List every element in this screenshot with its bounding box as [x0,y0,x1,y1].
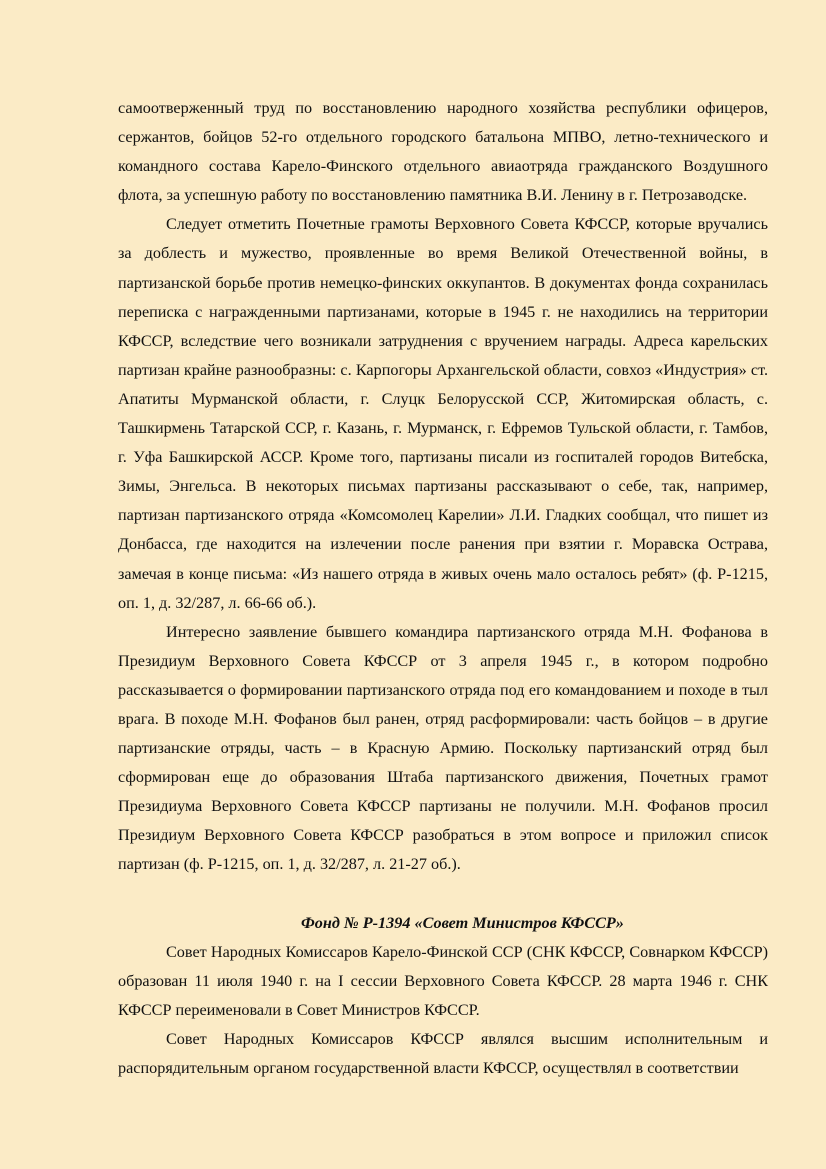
paragraph-partisan-certificates: Следует отметить Почетные грамоты Верховного Совета КФССР, которые вручались за доблесть и мужество, проявленные во время Великой Отечественной войны, в партизанской борьбе против немецко-финских оккупантов. В документах фонда сохранилась переписка с награжденными партизанами, которые в 1945 г. не находились на территории КФССР, вследствие чего возникали затруднения с вручением награды. Адреса карельских партизан крайне разнообразны: с. Карпогоры Архангельской области, совхоз «Индустрия» ст. Апатиты Мурманской области, г. Слуцк Белорусской ССР, Житомирская область, с. Ташкирмень Татарской ССР, г. Казань, г. Мурманск, г. Ефремов Тульской области, г. Тамбов, г. Уфа Башкирской АССР. Кроме того, партизаны писали из госпиталей городов Витебска, Зимы, Энгельса. В некоторых письмах партизаны рассказывают о себе, так, например, партизан партизанского отряда «Комсомолец Карелии» Л.И. Гладких сообщал, что пишет из Донбасса, где находится на излечении после ранения при взятии г. Моравска Острава, замечая в конце письма: «Из нашего отряда в живых очень мало осталось ребят» (ф. Р-1215, оп. 1, д. 32/287, л. 66-66 об.). [118,215,768,612]
section-spacer [118,880,768,909]
paragraph-awards-restoration: самоотверженный труд по восстановлению народного хозяйства республики офицеров, сержантов, бойцов 52-го отдельного городского батальона МПВО, летно-технического и командного состава Карело-Финского отдельного авиаотряда гражданского Воздушного флота, за успешную работу по восстановлению памятника В.И. Ленину в г. Петрозаводске. [118,99,768,205]
paragraph-snk-role: Совет Народных Комиссаров КФССР являлся высшим исполнительным и распорядительным органом государственной власти КФССР, осуществлял в соответствии [118,1029,768,1077]
document-page [118,94,768,1083]
section-heading: Фонд № Р-1394 «Совет Министров КФССР» [301,913,624,932]
paragraph-fofanov-statement: Интересно заявление бывшего командира партизанского отряда М.Н. Фофанова в Президиум Верховного Совета КФССР от 3 апреля 1945 г., в котором подробно рассказывается о формировании партизанского отряда под его командованием и походе в тыл врага. В походе М.Н. Фофанов был ранен, отряд расформировали: часть бойцов – в другие партизанские отряды, часть – в Красную Армию. Поскольку партизанский отряд был сформирован еще до образования Штаба партизанского движения, Почетных грамот Президиума Верховного Совета КФССР партизаны не получили. М.Н. Фофанов просил Президиум Верховного Совета КФССР разобраться в этом вопросе и приложил список партизан (ф. Р-1215, оп. 1, д. 32/287, л. 21-27 об.). [118,622,768,874]
paragraph-snk-formation: Совет Народных Комиссаров Карело-Финской ССР (СНК КФССР, Совнарком КФССР) образован 11 июля 1940 г. на I сессии Верховного Совета КФССР. 28 марта 1946 г. СНК КФССР переименовали в Совет Министров КФССР. [118,942,768,1019]
